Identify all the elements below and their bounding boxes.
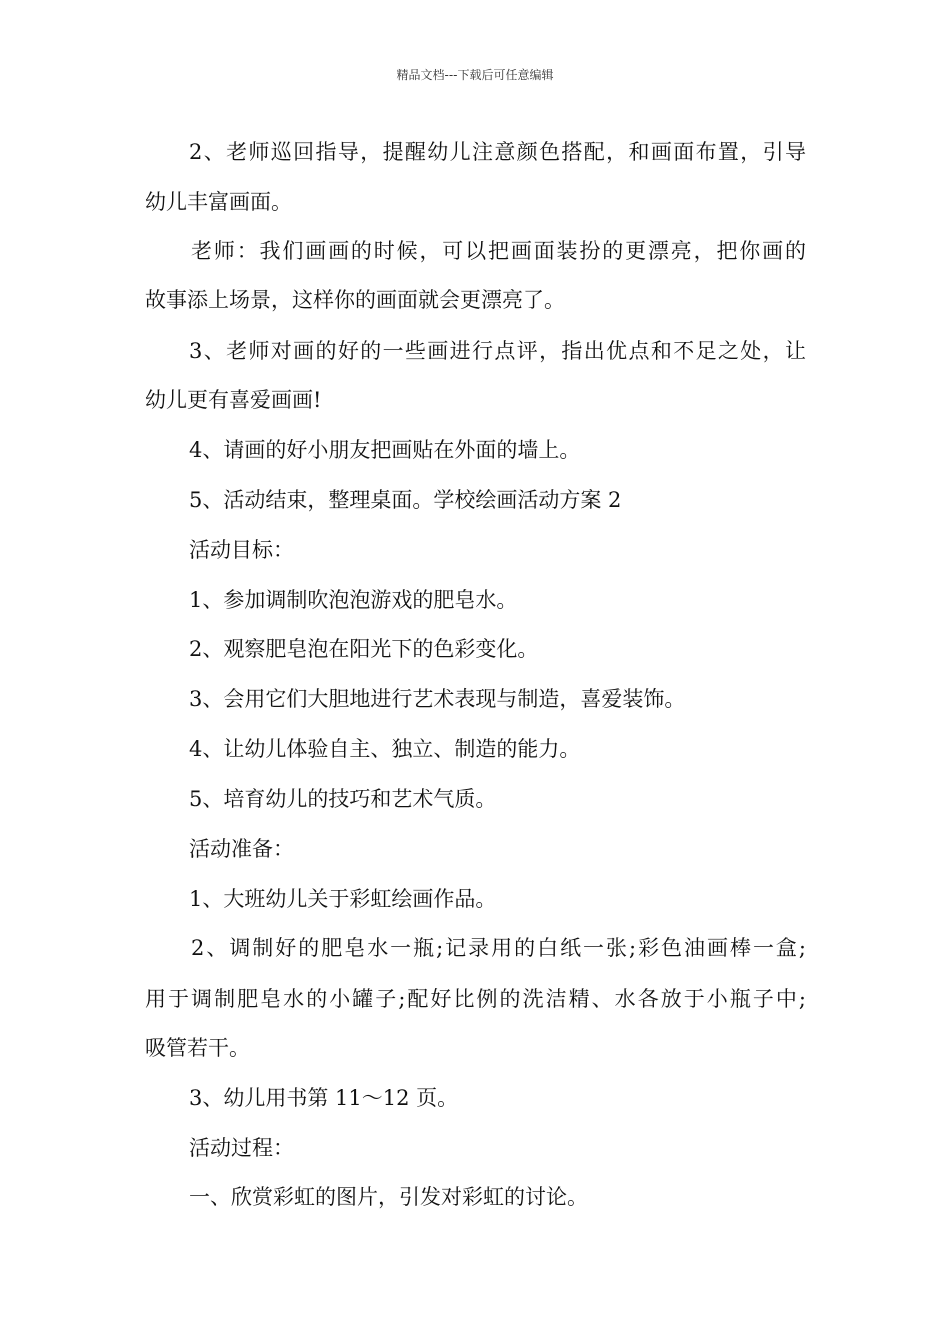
paragraph-line: 5、活动结束，整理桌面。学校绘画活动方案 2 xyxy=(189,488,622,512)
section-heading: 活动过程： xyxy=(189,1136,294,1160)
list-item-continuation: 用于调制肥皂水的小罐子;配好比例的洗洁精、水各放于小瓶子中; xyxy=(145,987,806,1011)
paragraph-line: 老师：我们画画的时候，可以把画面装扮的更漂亮，把你画的 xyxy=(191,239,806,263)
list-item: 4、让幼儿体验自主、独立、制造的能力。 xyxy=(189,737,581,761)
list-item-continuation: 吸管若干。 xyxy=(145,1036,250,1060)
section-heading: 活动准备： xyxy=(189,837,294,861)
list-item: 5、培育幼儿的技巧和艺术气质。 xyxy=(189,787,497,811)
paragraph-line: 故事添上场景，这样你的画面就会更漂亮了。 xyxy=(145,288,565,312)
list-item: 1、大班幼儿关于彩虹绘画作品。 xyxy=(189,887,497,911)
list-item: 一、欣赏彩虹的图片，引发对彩虹的讨论。 xyxy=(189,1185,588,1209)
paragraph-line: 幼儿更有喜爱画画! xyxy=(145,388,322,412)
list-item: 3、幼儿用书第 11～12 页。 xyxy=(189,1086,459,1110)
paragraph-line: 4、请画的好小朋友把画贴在外面的墙上。 xyxy=(189,438,581,462)
list-item: 1、参加调制吹泡泡游戏的肥皂水。 xyxy=(189,588,518,612)
paragraph-line: 2、老师巡回指导，提醒幼儿注意颜色搭配，和画面布置，引导 xyxy=(189,140,806,164)
list-item: 2、观察肥皂泡在阳光下的色彩变化。 xyxy=(189,637,539,661)
page-header: 精品文档---下载后可任意编辑 xyxy=(396,68,554,82)
list-item: 3、会用它们大胆地进行艺术表现与制造，喜爱装饰。 xyxy=(189,687,686,711)
paragraph-line: 3、老师对画的好的一些画进行点评，指出优点和不足之处，让 xyxy=(189,339,806,363)
paragraph-line: 幼儿丰富画面。 xyxy=(145,190,292,214)
section-heading: 活动目标： xyxy=(189,538,294,562)
list-item: 2、调制好的肥皂水一瓶;记录用的白纸一张;彩色油画棒一盒; xyxy=(191,936,806,960)
